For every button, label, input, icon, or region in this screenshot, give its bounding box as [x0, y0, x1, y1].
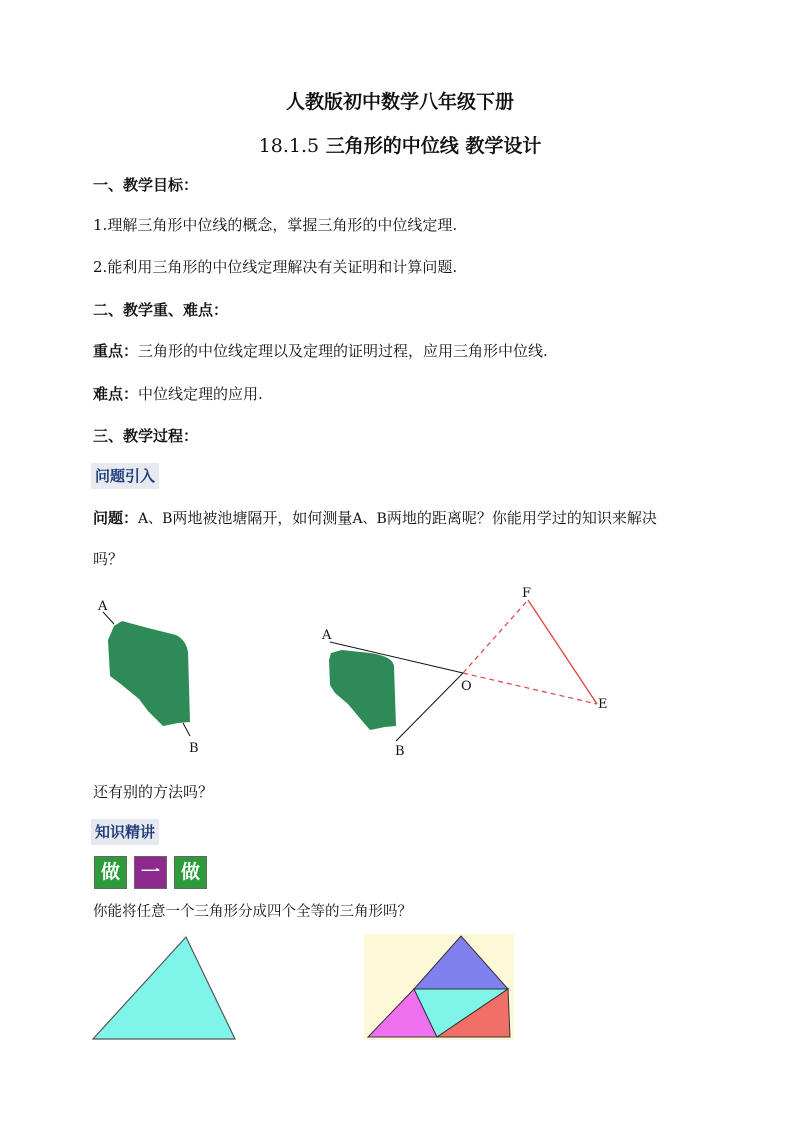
key-point — [93, 340, 548, 361]
question-label: 问题： — [93, 509, 139, 527]
triangle-figure — [90, 935, 240, 1045]
label-b-2: B — [395, 744, 405, 759]
page-subtitle — [0, 131, 800, 158]
point-b-leader — [183, 723, 190, 736]
goal-item-1 — [93, 214, 457, 235]
question-line-1 — [93, 507, 657, 528]
label-f: F — [522, 586, 532, 601]
yi-tile: 一 — [134, 856, 167, 889]
divide-question: 你能将任意一个三角形分成四个全等的三角形吗？ — [93, 904, 412, 920]
label-o: O — [461, 679, 472, 694]
tag-problem-intro: 问题引入 — [91, 463, 159, 489]
dashed-segment-of — [463, 600, 528, 673]
question-ab-2: A、B — [352, 511, 387, 527]
dashed-segment-oe — [463, 673, 597, 704]
key-point-end: . — [543, 342, 548, 360]
difficult-point — [93, 383, 263, 404]
difficult-point-end: . — [258, 385, 263, 403]
zuo-tile-2: 做 — [174, 856, 207, 889]
key-point-label: 重点： — [93, 342, 139, 360]
zuo-tile-1: 做 — [94, 856, 127, 889]
question-ab-1: A、B — [138, 511, 173, 527]
goal-item-1-end: . — [452, 216, 458, 234]
question-line-2: 吗？ — [93, 550, 124, 568]
page-title: 人教版初中数学八年级下册 — [285, 91, 514, 113]
goal-item-1-number: 1. — [93, 216, 108, 234]
lesson-title: 三角形的中位线 教学设计 — [325, 135, 542, 157]
label-b: B — [189, 741, 199, 756]
goal-item-2 — [93, 256, 457, 277]
section-heading-goals: 一、教学目标： — [93, 176, 199, 194]
divided-triangle-figure — [364, 934, 514, 1040]
pond-shape — [108, 621, 190, 726]
pond-figure — [90, 590, 220, 760]
question-mid: 两地被池塘隔开，如何测量 — [172, 509, 353, 527]
pond-shape-2 — [329, 650, 396, 730]
label-a-2: A — [322, 628, 332, 643]
label-a: A — [98, 599, 108, 614]
other-method-text: 还有别的方法吗？ — [93, 783, 214, 801]
key-point-text: 三角形的中位线定理以及定理的证明过程，应用三角形中位线 — [138, 342, 544, 360]
triangle — [93, 937, 235, 1039]
segment-bo — [396, 673, 463, 741]
goal-item-1-text: 理解三角形中位线的概念，掌握三角形的中位线定理 — [107, 216, 453, 234]
goal-item-2-end: . — [452, 258, 458, 276]
section-heading-process: 三、教学过程： — [93, 427, 199, 445]
difficult-point-text: 中位线定理的应用 — [138, 385, 259, 403]
section-number: 18.1.5 — [258, 135, 320, 157]
tag-knowledge: 知识精讲 — [91, 819, 159, 845]
construction-figure — [310, 580, 620, 760]
goal-item-2-text: 能利用三角形的中位线定理解决有关证明和计算问题 — [107, 258, 453, 276]
section-heading-key-points: 二、教学重、难点： — [93, 301, 229, 319]
question-rest: 两地的距离呢？你能用学过的知识来解决 — [386, 509, 657, 527]
difficult-point-label: 难点： — [93, 385, 139, 403]
segment-fe — [528, 600, 597, 704]
goal-item-2-number: 2. — [93, 258, 108, 276]
label-e: E — [598, 697, 608, 712]
